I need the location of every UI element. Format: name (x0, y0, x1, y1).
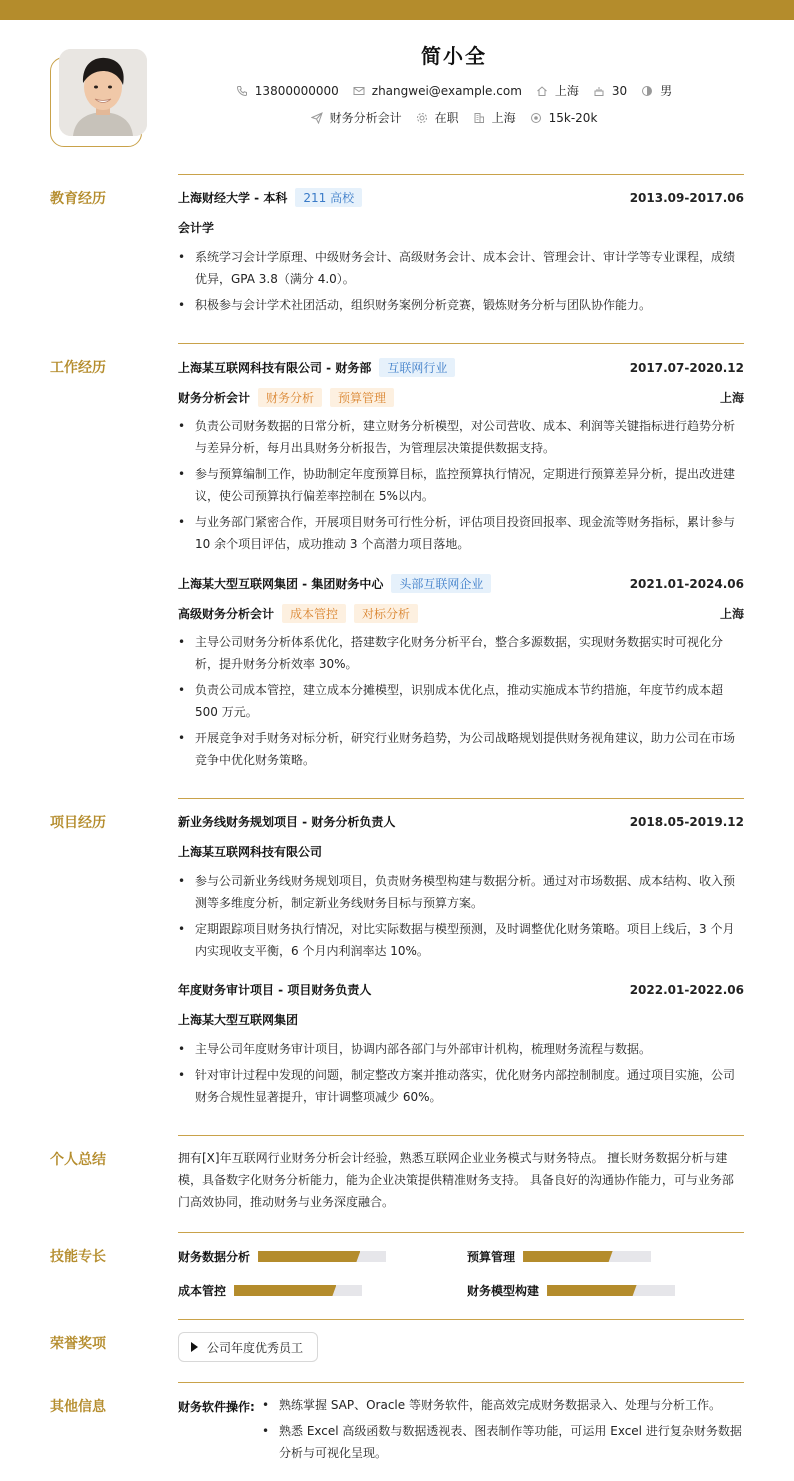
work-date: 2021.01-2024.06 (629, 576, 744, 591)
email-item (353, 84, 522, 98)
project-org-text: 上海某互联网科技有限公司 (178, 845, 323, 859)
work-city: 上海 (719, 607, 744, 621)
settings-icon (416, 112, 428, 124)
skill-bar (258, 1251, 386, 1262)
coin-icon (530, 112, 542, 124)
school-name: 上海财经大学 - 本科 (178, 191, 288, 205)
list-item: • 主导公司财务分析体系优化，搭建数字化财务分析平台，整合多源数据，实现财务数据实时可视化分析，提升财务分析效率 30%。 (178, 631, 744, 675)
skill-name: 财务数据分析 (178, 1250, 251, 1264)
other-label: 财务软件操作: (178, 1400, 255, 1414)
list-item: • 负责公司财务数据的日常分析，建立财务分析模型，对公司营收、成本、利润等关键指标进行趋势分析与差异分析，每月出具财务分析报告，为管理层决策提供数据支持。 (178, 415, 744, 459)
project-org-text: 上海某大型互联网集团 (178, 1013, 299, 1027)
role-tag: 财务分析 (258, 388, 322, 407)
role-title: 高级财务分析会计 (178, 607, 275, 621)
project-header (178, 813, 744, 830)
candidate-name: 简小全 (421, 44, 487, 68)
education-date: 2013.09-2017.06 (629, 190, 744, 205)
list-item: • 积极参与会计学术社团活动，组织财务案例分析竞赛，锻炼财务分析与团队协作能力。 (178, 294, 744, 316)
status-text: 在职 (434, 111, 459, 125)
phone-icon (236, 85, 248, 97)
gender-icon (641, 85, 653, 97)
skill-item (178, 1248, 386, 1265)
skill-name: 预算管理 (467, 1250, 516, 1264)
contact-row (0, 82, 794, 99)
project-date: 2022.01-2022.06 (629, 982, 744, 997)
age-item (593, 84, 627, 98)
skill-item (467, 1282, 675, 1299)
list-item: • 参与公司新业务线财务规划项目，负责财务模型构建与数据分析。通过对市场数据、成本结构、收入预测等多维度分析，制定新业务线财务目标与预算方案。 (178, 870, 744, 914)
role-tag: 预算管理 (330, 388, 394, 407)
work-role-line (178, 388, 744, 407)
section-title-summary: 个人总结 (50, 1152, 106, 1168)
section-title-education: 教育经历 (50, 191, 106, 207)
work-date: 2017.07-2020.12 (629, 360, 744, 375)
education-header (178, 188, 744, 207)
gender-item (641, 82, 672, 99)
award-name: 公司年度优秀员工 (207, 1340, 304, 1355)
list-item: • 参与预算编制工作，协助制定年度预算目标，监控预算执行情况，定期进行预算差异分析，提出改进建议，使公司预算执行偏差率控制在 5%以内。 (178, 463, 744, 507)
play-triangle-icon (191, 1342, 198, 1352)
industry-tag: 互联网行业 (379, 358, 455, 377)
project-date: 2018.05-2019.12 (629, 814, 744, 829)
location-text: 上海 (554, 84, 579, 98)
role-tag: 对标分析 (354, 604, 418, 623)
list-item: • 负责公司成本管控，建立成本分摊模型，识别成本优化点，推动实施成本节约措施，年度节约成本超 500 万元。 (178, 679, 744, 723)
project-org (178, 1011, 744, 1028)
company-name: 上海某互联网科技有限公司 - 财务部 (178, 361, 372, 375)
section-divider (178, 174, 744, 175)
gender-text: 男 (660, 84, 673, 98)
education-major (178, 219, 744, 236)
major-text: 会计学 (178, 221, 215, 235)
skill-item (467, 1248, 651, 1265)
skill-bar (523, 1251, 651, 1262)
work-header (178, 574, 744, 593)
section-divider (178, 1382, 744, 1383)
job-intent-row (0, 109, 794, 126)
section-title-other: 其他信息 (50, 1399, 106, 1415)
city-text: 上海 (491, 111, 516, 125)
skill-bar-fill (234, 1285, 336, 1296)
project-header (178, 981, 744, 998)
list-item: • 主导公司年度财务审计项目，协调内部各部门与外部审计机构，梳理财务流程与数据。 (178, 1038, 744, 1060)
school-tag: 211 高校 (295, 188, 362, 207)
company-name: 上海某大型互联网集团 - 集团财务中心 (178, 577, 384, 591)
award-toggle[interactable] (178, 1332, 318, 1362)
industry-tag: 头部互联网企业 (391, 574, 491, 593)
building-icon (473, 112, 485, 124)
list-item: • 系统学习会计学原理、中级财务会计、高级财务会计、成本会计、管理会计、审计学等专业课程，成绩优异，GPA 3.8（满分 4.0）。 (178, 246, 744, 290)
work-city: 上海 (719, 391, 744, 405)
location-item (536, 82, 579, 99)
mail-icon (353, 85, 365, 97)
skill-name: 成本管控 (178, 1284, 227, 1298)
skill-item (178, 1282, 362, 1299)
send-icon (311, 112, 323, 124)
section-divider (178, 1135, 744, 1136)
skill-name: 财务模型构建 (467, 1284, 540, 1298)
position-text: 财务分析会计 (329, 111, 402, 125)
list-item: • 熟悉 Excel 高级函数与数据透视表、图表制作等功能，可运用 Excel 进行复杂财务数据分析与可视化呈现。 (262, 1420, 744, 1464)
project-title: 新业务线财务规划项目 - 财务分析负责人 (178, 815, 396, 829)
skill-bar-fill (547, 1285, 637, 1296)
position-item (311, 109, 402, 126)
phone-item (236, 84, 339, 98)
role-title: 财务分析会计 (178, 391, 251, 405)
skill-bar-fill (523, 1251, 613, 1262)
list-item: • 针对审计过程中发现的问题，制定整改方案并推动落实，优化财务内部控制制度。通过项目实施，公司财务合规性显著提升，审计调整项减少 60%。 (178, 1064, 744, 1108)
list-item: • 开展竞争对手财务对标分析，研究行业财务趋势，为公司战略规划提供财务视角建议，助力公司在市场竞争中优化财务策略。 (178, 727, 744, 771)
salary-text: 15k-20k (548, 110, 598, 125)
summary-text: 拥有[X]年互联网行业财务分析会计经验，熟悉互联网企业业务模式与财务特点。 擅长财务数据分析与建模，具备数字化财务分析能力，能为企业决策提供精准财务支持。 具备良好的沟通协作能力，可与业务部门高效协同，推动财务与业务深度融合。 (178, 1151, 734, 1209)
cake-icon (593, 85, 605, 97)
project-title: 年度财务审计项目 - 项目财务负责人 (178, 983, 372, 997)
section-title-projects: 项目经历 (50, 815, 106, 831)
role-tag: 成本管控 (282, 604, 346, 623)
section-divider (178, 1319, 744, 1320)
email-text: zhangwei@example.com (371, 83, 522, 98)
section-divider (178, 798, 744, 799)
skill-bar-fill (258, 1251, 360, 1262)
list-item: • 熟练掌握 SAP、Oracle 等财务软件，能高效完成财务数据录入、处理与分析工作。 (262, 1394, 744, 1416)
section-title-work: 工作经历 (50, 360, 106, 376)
city-item (473, 109, 516, 126)
list-item: • 定期跟踪项目财务执行情况，对比实际数据与模型预测，及时调整优化财务策略。项目上线后，3 个月内实现收支平衡，6 个月内利润率达 10%。 (178, 918, 744, 962)
work-role-line (178, 604, 744, 623)
section-divider (178, 1232, 744, 1233)
section-title-skills: 技能专长 (50, 1249, 106, 1265)
age-text: 30 (611, 83, 628, 98)
section-divider (178, 343, 744, 344)
top-accent-bar (0, 0, 794, 20)
project-org (178, 843, 744, 860)
section-title-awards: 荣誉奖项 (50, 1336, 106, 1352)
home-icon (536, 85, 548, 97)
salary-item (530, 111, 598, 125)
work-header (178, 358, 744, 377)
skill-bar (547, 1285, 675, 1296)
status-item (416, 109, 459, 126)
list-item: • 与业务部门紧密合作，开展项目财务可行性分析，评估项目投资回报率、现金流等财务指标，累计参与 10 余个项目评估，成功推动 3 个高潜力项目落地。 (178, 511, 744, 555)
skill-bar (234, 1285, 362, 1296)
phone-text: 13800000000 (254, 83, 339, 98)
